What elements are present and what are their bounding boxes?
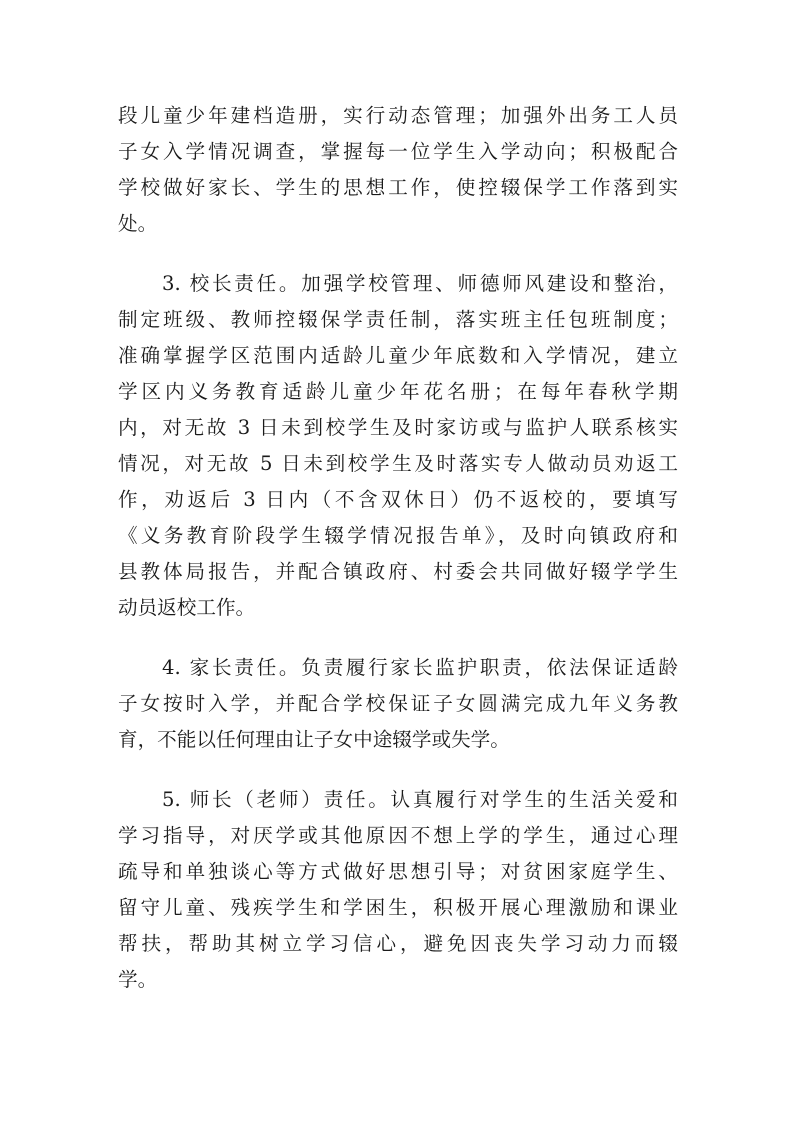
text-line: 县教体局报告，并配合镇政府、村委会共同做好辍学学生: [118, 560, 678, 583]
text-line: 作，劝返后 3 日内（不含双休日）仍不返校的，要填写: [118, 488, 678, 511]
text-line: 处。: [118, 212, 158, 235]
text-line: 留守儿童、残疾学生和学困生，积极开展心理激励和课业: [118, 896, 678, 919]
text-line: 学区内义务教育适龄儿童少年花名册；在每年春秋学期: [118, 380, 678, 403]
text-line: 动员返校工作。: [118, 596, 256, 619]
text-line: 子女入学情况调查，掌握每一位学生入学动向；积极配合: [118, 140, 678, 163]
text-line: 子女按时入学，并配合学校保证子女圆满完成九年义务教: [118, 692, 678, 715]
text-line: 4. 家长责任。负责履行家长监护职责，依法保证适龄: [162, 656, 678, 679]
text-line: 制定班级、教师控辍保学责任制，落实班主任包班制度；: [118, 308, 678, 331]
document-body: [118, 98, 678, 1022]
text-line: 疏导和单独谈心等方式做好思想引导；对贫困家庭学生、: [118, 860, 678, 883]
text-line: 准确掌握学区范围内适龄儿童少年底数和入学情况，建立: [118, 344, 678, 367]
text-line: 情况，对无故 5 日未到校学生及时落实专人做动员劝返工: [118, 452, 678, 475]
text-line: 学校做好家长、学生的思想工作，使控辍保学工作落到实: [118, 176, 678, 199]
paragraph-continuation: [118, 98, 678, 242]
text-line: 学习指导，对厌学或其他原因不想上学的学生，通过心理: [118, 824, 678, 847]
text-line: 帮扶，帮助其树立学习信心，避免因丧失学习动力而辍: [118, 932, 678, 955]
text-line: 段儿童少年建档造册，实行动态管理；加强外出务工人员: [118, 104, 678, 127]
text-line: 育，不能以任何理由让子女中途辍学或失学。: [118, 728, 510, 751]
text-line: 内，对无故 3 日未到校学生及时家访或与监护人联系核实: [118, 416, 678, 439]
text-line: 5. 师长（老师）责任。认真履行对学生的生活关爱和: [162, 788, 678, 811]
paragraph-principal-responsibility: [118, 266, 678, 626]
paragraph-parent-responsibility: [118, 650, 678, 758]
paragraph-teacher-responsibility: [118, 782, 678, 998]
text-line: 《义务教育阶段学生辍学情况报告单》，及时向镇政府和: [118, 524, 678, 547]
text-line: 学。: [118, 968, 158, 991]
text-line: 3. 校长责任。加强学校管理、师德师风建设和整治，: [162, 272, 678, 295]
